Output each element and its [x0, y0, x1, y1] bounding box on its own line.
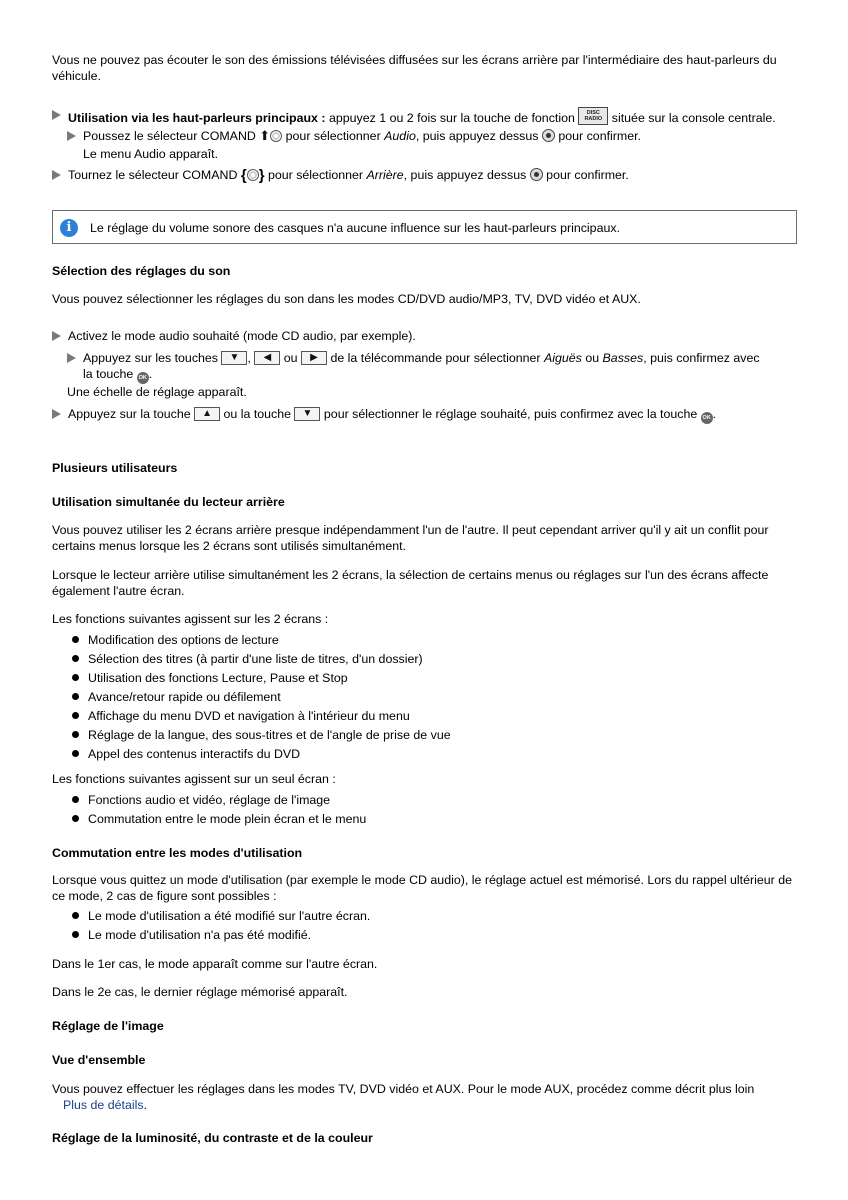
- step-text: ou la touche: [220, 407, 295, 421]
- list-item: Sélection des titres (à partir d'une liste de titres, d'un dossier): [72, 651, 451, 670]
- single-screen-list: [72, 792, 366, 830]
- single-screen-intro: Les fonctions suivantes agissent sur un seul écran :: [52, 772, 336, 786]
- ok-key-icon: OK: [137, 372, 149, 384]
- simultaneous-paragraph-1: Vous pouvez utiliser les 2 écrans arrière presque indépendamment l'un de l'autre. Il peut cependant arriver qu'il y ait un conflit pour certains menus lorsque les 2 écrans sont utilisés simultanément.: [52, 523, 769, 553]
- comand-controller-icon: [270, 130, 282, 142]
- step-text: ou: [581, 351, 603, 365]
- step-select-rear: [52, 167, 812, 183]
- substep-remote-keys: [67, 350, 807, 384]
- info-icon: i: [60, 219, 78, 237]
- disc-radio-key-icon: DISC RADIO: [578, 107, 608, 125]
- down-key-icon: ▼: [294, 407, 320, 421]
- intro-paragraph: Vous ne pouvez pas écouter le son des émissions télévisées diffusées sur les écrans arrière par l'intermédiaire des haut-parleurs du véhicule.: [52, 53, 777, 83]
- heading-brightness-contrast: Réglage de la luminosité, du contraste et de la couleur: [52, 1131, 373, 1145]
- step-text: pour sélectionner: [264, 168, 367, 182]
- sound-paragraph: Vous pouvez sélectionner les réglages du son dans les modes CD/DVD audio/MP3, TV, DVD vidéo et AUX.: [52, 292, 641, 306]
- list-item: Réglage de la langue, des sous-titres et de l'angle de prise de vue: [72, 727, 451, 746]
- info-note-text: Le réglage du volume sonore des casques n'a aucune influence sur les haut-parleurs principaux.: [90, 221, 620, 235]
- simultaneous-paragraph-2: Lorsque le lecteur arrière utilise simultanément les 2 écrans, la sélection de certains menus ou réglages sur l'un des écrans affecte également l'autre écran.: [52, 568, 769, 598]
- step-text: , puis appuyez dessus: [403, 168, 530, 182]
- modes-list: [72, 908, 370, 946]
- heading-sound-settings: Sélection des réglages du son: [52, 264, 231, 278]
- step-arrow-icon: [52, 409, 61, 419]
- more-details-link[interactable]: Plus de détails: [63, 1098, 144, 1112]
- list-item: Commutation entre le mode plein écran et le menu: [72, 811, 366, 830]
- substep-result: Le menu Audio apparaît.: [83, 147, 219, 161]
- case-1-paragraph: Dans le 1er cas, le mode apparaît comme sur l'autre écran.: [52, 957, 378, 971]
- step-text: , puis appuyez dessus: [415, 129, 542, 143]
- option-name: Aiguës: [543, 351, 582, 365]
- option-name: Basses: [602, 351, 644, 365]
- push-up-arrow-icon: ⬆: [259, 128, 271, 143]
- heading-multiple-users: Plusieurs utilisateurs: [52, 461, 178, 475]
- list-item: Le mode d'utilisation a été modifié sur l'autre écran.: [72, 908, 370, 927]
- list-item: Fonctions audio et vidéo, réglage de l'image: [72, 792, 366, 811]
- step-text: Appuyez sur les touches: [83, 351, 222, 365]
- heading-image-settings: Réglage de l'image: [52, 1019, 164, 1033]
- step-text: située sur la console centrale.: [608, 111, 776, 125]
- step-text: pour sélectionner le réglage souhaité, puis confirmez avec la touche: [320, 407, 701, 421]
- both-screens-list: [72, 632, 451, 765]
- step-text: ,: [247, 351, 255, 365]
- substep-select-audio: [67, 128, 807, 144]
- menu-item-name: Arrière: [366, 168, 404, 182]
- list-item: Appel des contenus interactifs du DVD: [72, 746, 451, 765]
- step-text: pour confirmer.: [554, 129, 642, 143]
- step-arrow-icon: [67, 131, 76, 141]
- list-item: Le mode d'utilisation n'a pas été modifié.: [72, 927, 370, 946]
- menu-item-name: Audio: [384, 129, 416, 143]
- left-key-icon: ◀: [254, 351, 280, 365]
- info-note-box: [52, 210, 797, 244]
- step-text: pour confirmer.: [542, 168, 629, 182]
- heading-switching-modes: Commutation entre les modes d'utilisation: [52, 846, 303, 860]
- modes-paragraph: Lorsque vous quittez un mode d'utilisation (par exemple le mode CD audio), le réglage actuel est mémorisé. Lors du rappel ultérieur de ce mode, 2 cas de figure sont possibles :: [52, 873, 793, 903]
- both-screens-intro: Les fonctions suivantes agissent sur les 2 écrans :: [52, 612, 329, 626]
- down-key-icon: ▼: [221, 351, 247, 365]
- press-controller-icon: [542, 129, 555, 142]
- comand-controller-icon: [247, 169, 259, 181]
- press-controller-icon: [530, 168, 543, 181]
- substep-result: Une échelle de réglage apparaît.: [67, 385, 247, 399]
- step-arrow-icon: [67, 353, 76, 363]
- step-adjust-setting: [52, 406, 812, 424]
- step-text: appuyez 1 ou 2 fois sur la touche de fonction: [325, 111, 579, 125]
- step-text: .: [712, 407, 717, 421]
- step-text: de la télécommande pour sélectionner: [327, 351, 544, 365]
- up-key-icon: ▲: [194, 407, 220, 421]
- link-trailing-text: .: [143, 1098, 148, 1112]
- step-text: , puis confirmez avec: [643, 351, 760, 365]
- list-item: Modification des options de lecture: [72, 632, 451, 651]
- heading-overview: Vue d'ensemble: [52, 1053, 146, 1067]
- step-main-speakers: [52, 107, 812, 126]
- step-arrow-icon: [52, 331, 61, 341]
- rotate-right-icon: }: [258, 167, 265, 184]
- step-arrow-icon: [52, 170, 61, 180]
- rotate-left-icon: {: [240, 167, 247, 184]
- step-text: Tournez le sélecteur COMAND: [68, 168, 241, 182]
- step-text: Poussez le sélecteur COMAND: [83, 129, 260, 143]
- step-text: la touche: [83, 367, 137, 381]
- overview-paragraph: Vous pouvez effectuer les réglages dans les modes TV, DVD vidéo et AUX. Pour le mode AUX, procédez comme décrit plus loin: [52, 1082, 755, 1096]
- step-bold-label: Utilisation via les haut-parleurs principaux :: [68, 111, 326, 125]
- step-text: Appuyez sur la touche: [68, 407, 195, 421]
- case-2-paragraph: Dans le 2e cas, le dernier réglage mémorisé apparaît.: [52, 985, 348, 999]
- details-link-line: [63, 1097, 811, 1113]
- list-item: Utilisation des fonctions Lecture, Pause et Stop: [72, 670, 451, 689]
- step-text: Activez le mode audio souhaité (mode CD audio, par exemple).: [68, 329, 416, 343]
- heading-simultaneous-use: Utilisation simultanée du lecteur arrière: [52, 495, 285, 509]
- right-key-icon: ▶: [301, 351, 327, 365]
- step-text: ou: [280, 351, 302, 365]
- ok-key-icon: OK: [701, 412, 713, 424]
- list-item: Avance/retour rapide ou défilement: [72, 689, 451, 708]
- list-item: Affichage du menu DVD et navigation à l'intérieur du menu: [72, 708, 451, 727]
- step-text: .: [148, 367, 153, 381]
- step-activate-audio: [52, 328, 812, 344]
- step-arrow-icon: [52, 110, 61, 120]
- step-text: pour sélectionner: [282, 129, 385, 143]
